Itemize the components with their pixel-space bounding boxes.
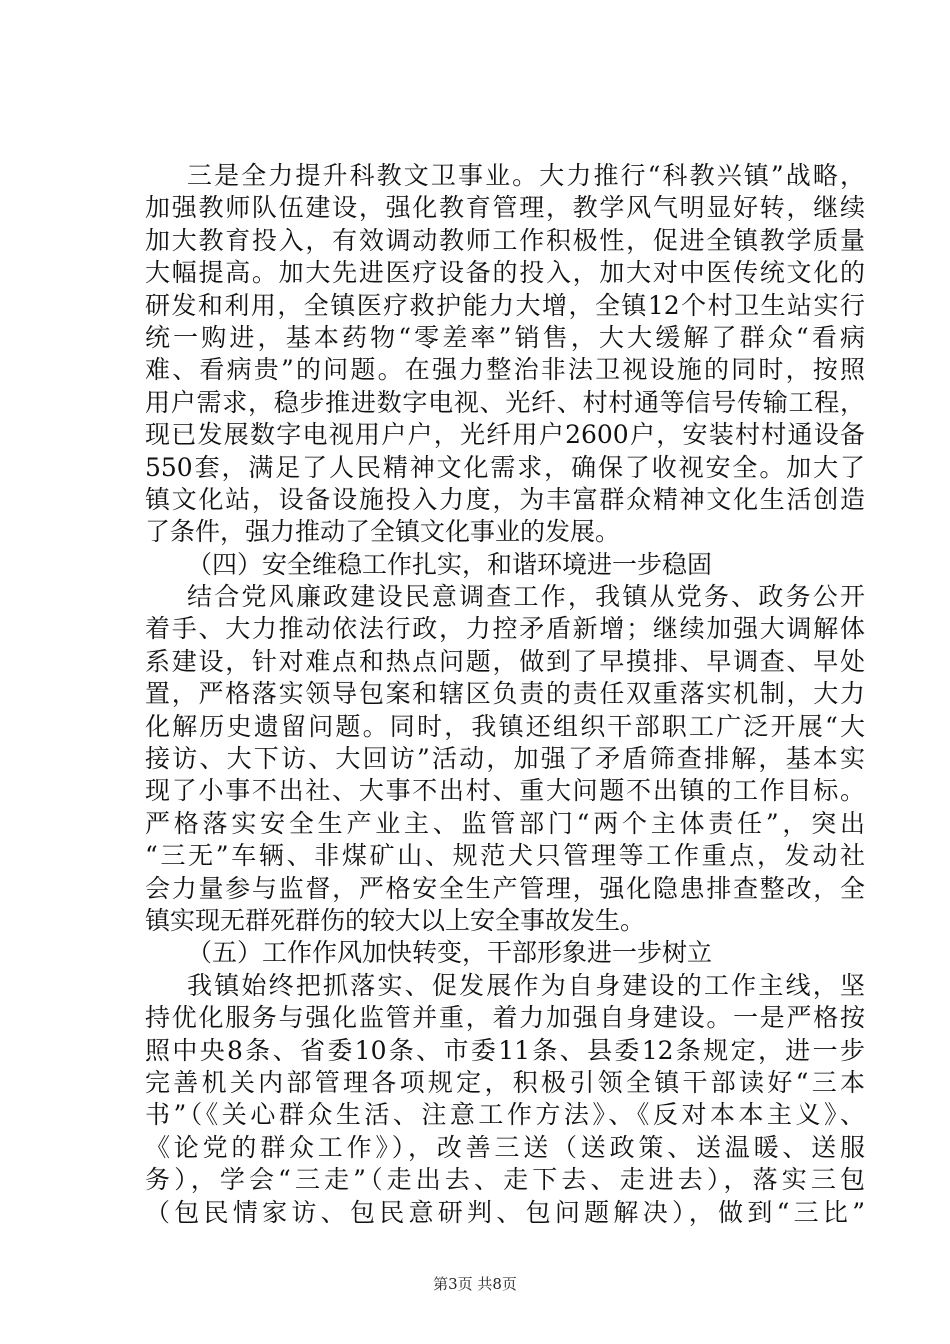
text-line: 完善机关内部管理各项规定，积极引领全镇干部读好“三本 bbox=[145, 1067, 865, 1097]
text-line: 了条件，强力推动了全镇文化事业的发展。 bbox=[145, 517, 621, 547]
page-footer: 第3页 共8页 bbox=[433, 1275, 517, 1293]
text-line: 《论党的群众工作》），改善三送（送政策、送温暖、送服 bbox=[145, 1132, 865, 1162]
text-line: 接访、大下访、大回访”活动，加强了矛盾筛查排解，基本实 bbox=[145, 744, 865, 774]
text-line: 镇实现无群死群伤的较大以上安全事故发生。 bbox=[145, 905, 646, 935]
text-line: 用户需求，稳步推进数字电视、光纤、村村通等信号传输工程， bbox=[145, 387, 865, 417]
text-line: 550套，满足了人民精神文化需求，确保了收视安全。加大了 bbox=[145, 452, 865, 482]
text-line: 照中央8条、省委10条、市委11条、县委12条规定，进一步 bbox=[145, 1035, 865, 1065]
text-line: “三无”车辆、非煤矿山、规范犬只管理等工作重点，发动社 bbox=[145, 841, 865, 871]
text-line: 镇文化站，设备设施投入力度，为丰富群众精神文化生活创造 bbox=[145, 484, 865, 514]
text-line: 加大教育投入，有效调动教师工作积极性，促进全镇教学质量 bbox=[145, 225, 865, 255]
text-line: 研发和利用，全镇医疗救护能力大增，全镇12个村卫生站实行 bbox=[145, 290, 865, 320]
text-line: 会力量参与监督，严格安全生产管理，强化隐患排查整改，全 bbox=[145, 873, 865, 903]
text-line: （五）工作作风加快转变，干部形象进一步树立 bbox=[187, 938, 713, 968]
text-line: 统一购进，基本药物“零差率”销售，大大缓解了群众“看病 bbox=[145, 322, 865, 352]
text-line: 结合党风廉政建设民意调查工作，我镇从党务、政务公开 bbox=[187, 582, 865, 612]
text-line: （包民情家访、包民意研判、包问题解决），做到“三比” bbox=[145, 1197, 865, 1227]
text-line: 系建设，针对难点和热点问题，做到了早摸排、早调查、早处 bbox=[145, 646, 865, 676]
text-line: 加强教师队伍建设，强化教育管理，教学风气明显好转，继续 bbox=[145, 193, 865, 223]
text-line: 置，严格落实领导包案和辖区负责的责任双重落实机制，大力 bbox=[145, 679, 865, 709]
text-line: 三是全力提升科教文卫事业。大力推行“科教兴镇”战略， bbox=[187, 161, 865, 190]
text-line: 难、看病贵”的问题。在强力整治非法卫视设施的同时，按照 bbox=[145, 355, 865, 385]
document-body bbox=[145, 160, 865, 1229]
text-line: （四）安全维稳工作扎实，和谐环境进一步稳固 bbox=[187, 549, 713, 579]
text-line: 持优化服务与强化监管并重，着力加强自身建设。一是严格按 bbox=[145, 1003, 865, 1033]
text-line: 现了小事不出社、大事不出村、重大问题不出镇的工作目标。 bbox=[145, 776, 865, 806]
text-line: 我镇始终把抓落实、促发展作为自身建设的工作主线，坚 bbox=[187, 970, 865, 1000]
text-line: 严格落实安全生产业主、监管部门“两个主体责任”，突出 bbox=[145, 808, 865, 838]
text-line: 书”（《关心群众生活、注意工作方法》、《反对本本主义》、 bbox=[145, 1100, 865, 1130]
text-line: 大幅提高。加大先进医疗设备的投入，加大对中医传统文化的 bbox=[145, 258, 865, 288]
text-line: 务），学会“三走”（走出去、走下去、走进去），落实三包 bbox=[145, 1165, 865, 1195]
text-line: 化解历史遗留问题。同时，我镇还组织干部职工广泛开展“大 bbox=[145, 711, 865, 741]
text-line: 现已发展数字电视用户户，光纤用户2600户，安装村村通设备 bbox=[145, 420, 865, 450]
text-line: 着手、大力推动依法行政，力控矛盾新增；继续加强大调解体 bbox=[145, 614, 865, 644]
